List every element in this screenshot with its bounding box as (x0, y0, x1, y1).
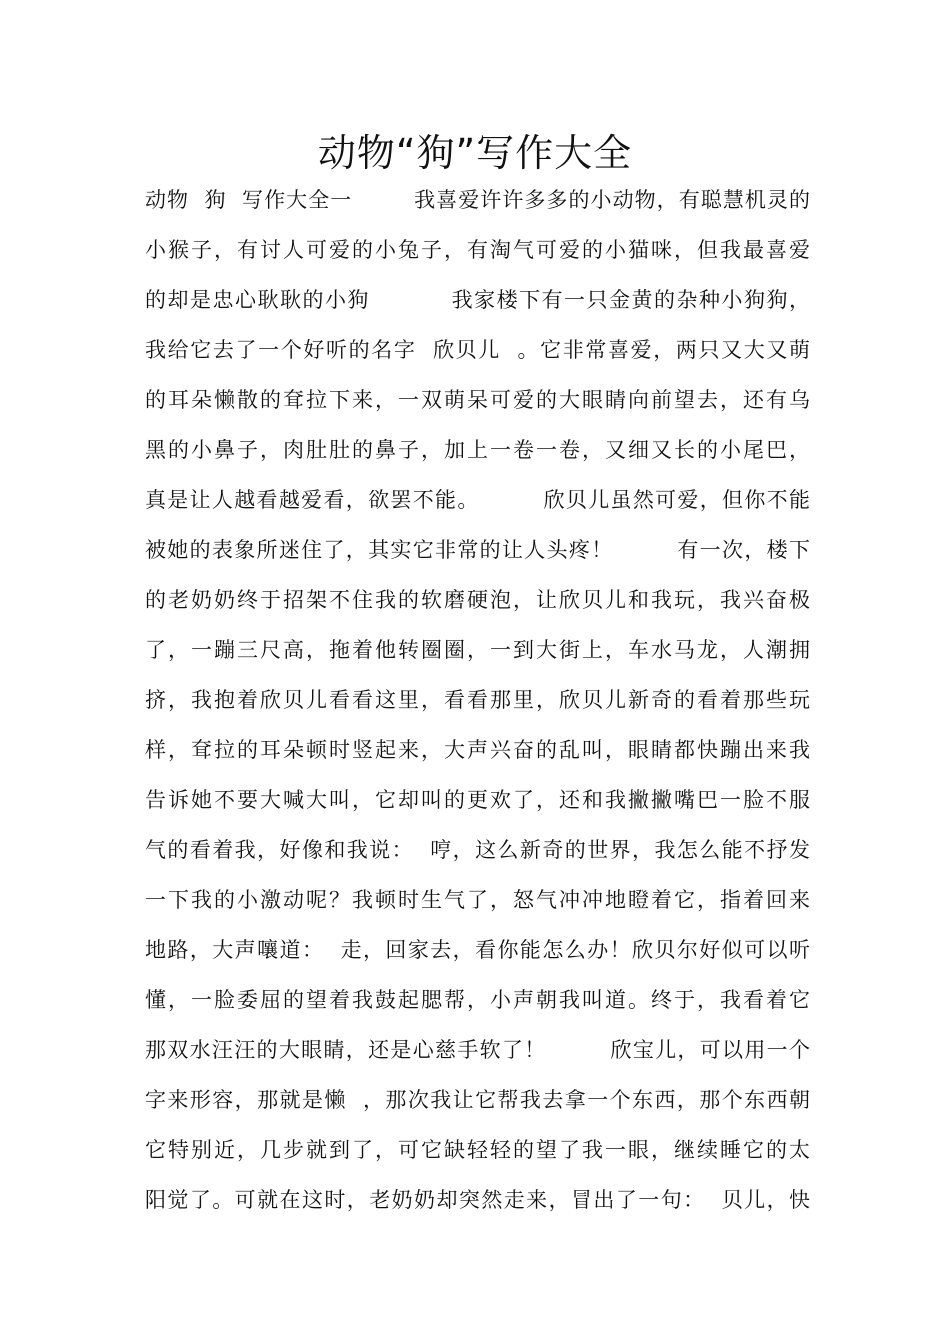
body-line: 黑的小鼻子，肉肚肚的鼻子，加上一卷一卷，又细又长的小尾巴， (145, 438, 810, 462)
body-line: 懂，一脸委屈的望着我鼓起腮帮，小声朝我叫道。终于，我看着它 (145, 988, 810, 1012)
body-line: 挤，我抱着欣贝儿看看这里，看看那里，欣贝儿新奇的看着那些玩 (145, 688, 810, 712)
body-line: 阳觉了。可就在这时，老奶奶却突然走来，冒出了一句： 贝儿，快 (145, 1188, 810, 1212)
body-line: 气的看着我，好像和我说： 哼，这么新奇的世界，我怎么能不抒发 (145, 838, 810, 862)
body-line: 一下我的小激动呢？我顿时生气了，怒气冲冲地瞪着它，指着回来 (145, 888, 810, 912)
body-line: 动物 狗 写作大全一 我喜爱许许多多的小动物，有聪慧机灵的 (145, 188, 810, 212)
body-line: 的耳朵懒散的耷拉下来，一双萌呆可爱的大眼睛向前望去，还有乌 (145, 388, 810, 412)
body-line: 地路，大声嚷道： 走，回家去，看你能怎么办！欣贝尔好似可以听 (145, 938, 810, 962)
body-line: 告诉她不要大喊大叫，它却叫的更欢了，还和我撇撇嘴巴一脸不服 (145, 788, 810, 812)
body-line: 样，耷拉的耳朵顿时竖起来，大声兴奋的乱叫，眼睛都快蹦出来我 (145, 738, 810, 762)
body-line: 小猴子，有讨人可爱的小兔子，有淘气可爱的小猫咪，但我最喜爱 (145, 238, 810, 262)
body-line: 它特别近，几步就到了，可它缺轻轻的望了我一眼，继续睡它的太 (145, 1138, 810, 1162)
body-line: 那双水汪汪的大眼睛，还是心慈手软了！ 欣宝儿，可以用一个 (145, 1038, 810, 1062)
body-line: 真是让人越看越爱看，欲罢不能。 欣贝儿虽然可爱，但你不能 (145, 488, 810, 512)
body-line: 字来形容，那就是懒 ，那次我让它帮我去拿一个东西，那个东西朝 (145, 1088, 810, 1112)
body-line: 了，一蹦三尺高，拖着他转圈圈，一到大街上，车水马龙，人潮拥 (145, 638, 810, 662)
document-title: 动物“狗”写作大全 (317, 131, 633, 175)
body-line: 被她的表象所迷住了，其实它非常的让人头疼！ 有一次，楼下 (145, 538, 810, 562)
body-line: 的老奶奶终于招架不住我的软磨硬泡，让欣贝儿和我玩，我兴奋极 (145, 588, 810, 612)
body-line: 我给它去了一个好听的名字 欣贝儿 。它非常喜爱，两只又大又萌 (145, 338, 810, 362)
body-line: 的却是忠心耿耿的小狗 我家楼下有一只金黄的杂种小狗狗， (145, 288, 810, 312)
body-text (145, 180, 810, 1230)
